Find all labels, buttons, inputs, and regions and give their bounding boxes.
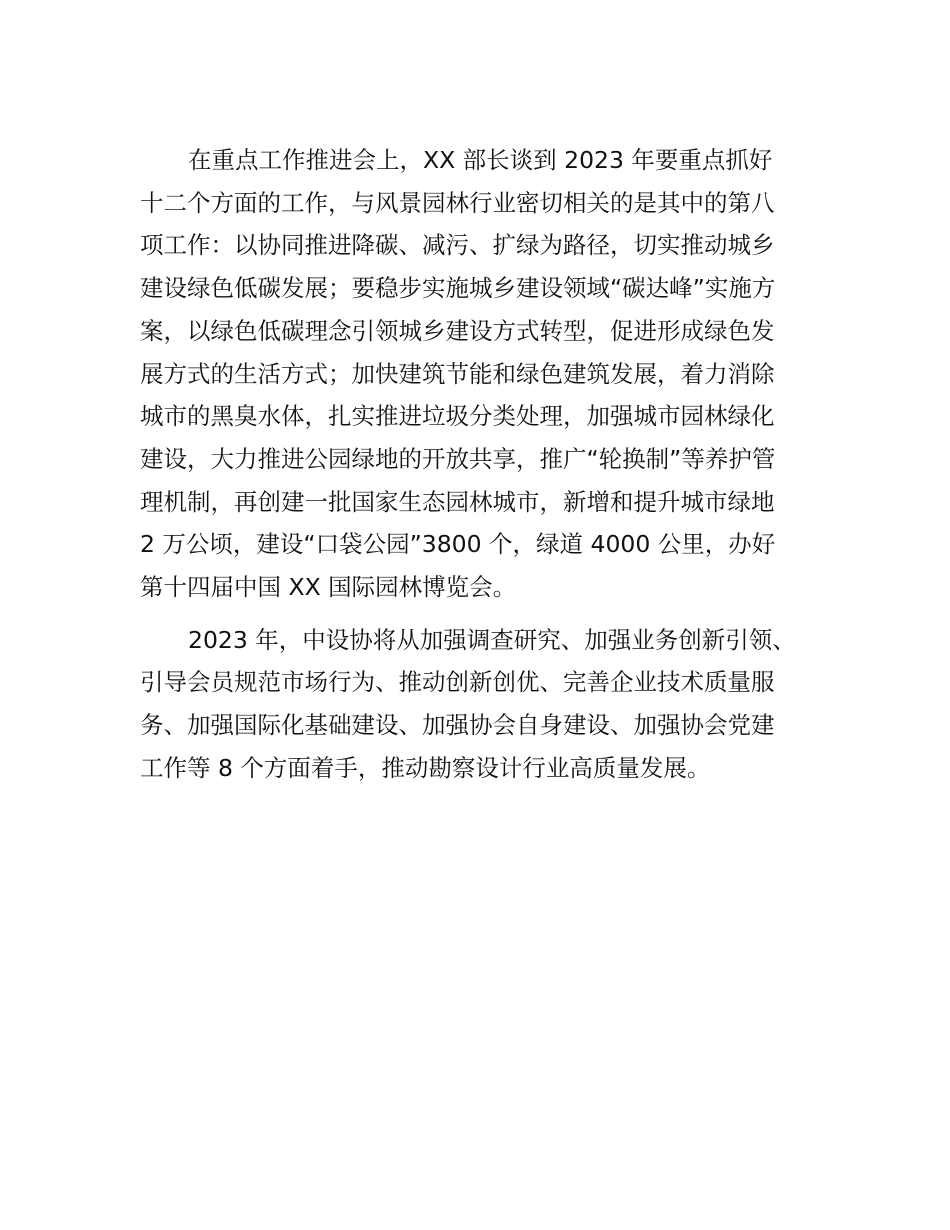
text-line: 2 万公顷，建设“口袋公园”3800 个，绿道 4000 公里，办好 <box>140 530 776 559</box>
text-line: 务、加强国际化基础建设、加强协会自身建设、加强协会党建 <box>140 711 775 740</box>
text-line: 城市的黑臭水体，扎实推进垃圾分类处理，加强城市园林绿化 <box>140 402 775 431</box>
text-line: 展方式的生活方式；加快建筑节能和绿色建筑发展，着力消除 <box>140 359 775 388</box>
text-line: 建设绿色低碳发展；要稳步实施城乡建设领域“碳达峰”实施方 <box>140 274 776 303</box>
text-line: 第十四届中国 XX 国际园林博览会。 <box>140 573 517 602</box>
document-body <box>140 139 812 790</box>
text-line: 引导会员规范市场行为、推动创新创优、完善企业技术质量服 <box>140 668 775 697</box>
text-line: 建设，大力推进公园绿地的开放共享，推广“轮换制”等养护管 <box>140 444 776 473</box>
text-line: 项工作：以协同推进降碳、减污、扩绿为路径，切实推动城乡 <box>140 231 775 260</box>
paragraph-2 <box>140 619 812 790</box>
text-line: 工作等 8 个方面着手，推动勘察设计行业高质量发展。 <box>140 753 711 782</box>
text-line: 理机制，再创建一批国家生态园林城市，新增和提升城市绿地 <box>140 487 775 516</box>
text-line: 案，以绿色低碳理念引领城乡建设方式转型，促进形成绿色发 <box>140 316 775 345</box>
text-line: 2023 年，中设协将从加强调查研究、加强业务创新引领、 <box>188 625 796 654</box>
paragraph-1 <box>140 139 812 609</box>
text-line: 在重点工作推进会上，XX 部长谈到 2023 年要重点抓好 <box>188 146 773 174</box>
text-line: 十二个方面的工作，与风景园林行业密切相关的是其中的第八 <box>140 188 775 217</box>
